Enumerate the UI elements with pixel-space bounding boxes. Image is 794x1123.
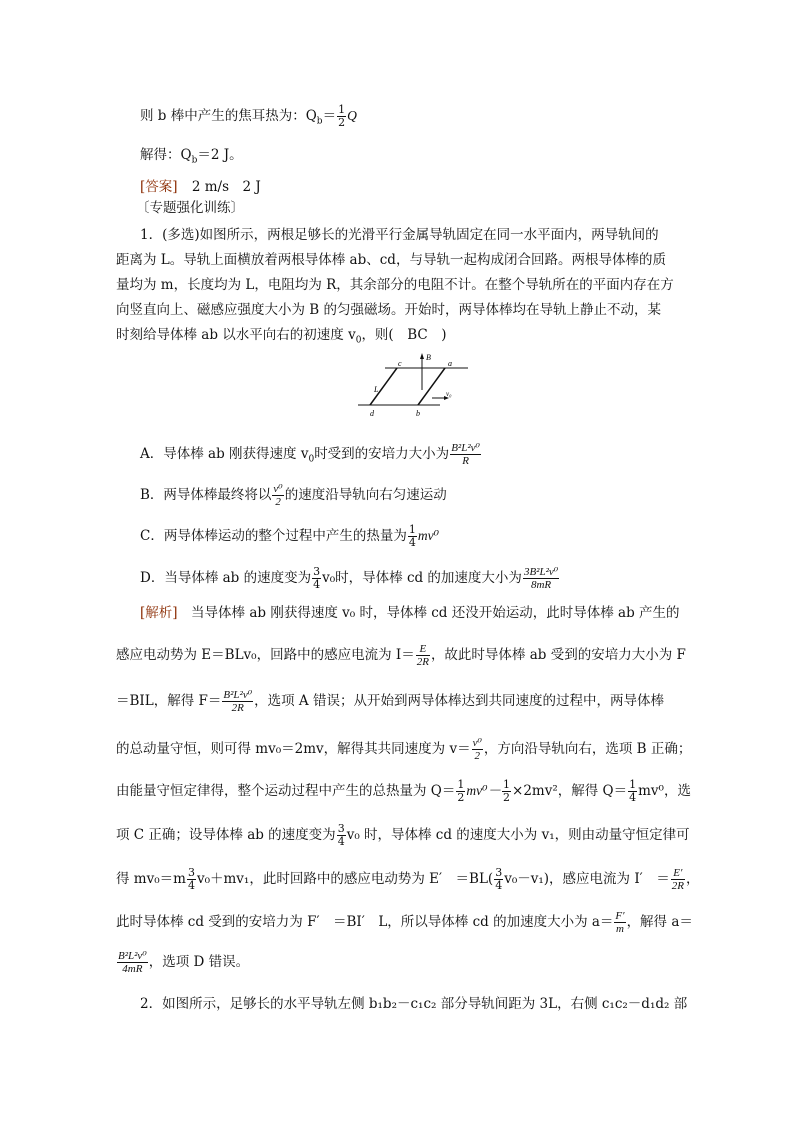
rails-figure [350,350,480,430]
fraction [416,643,430,668]
q1-line-4: 向竖直向上、磁感应强度大小为 B 的匀强磁场。开始时，两导体棒均在导轨上静止不动，某 [116,302,662,318]
option-c [140,524,439,549]
text: 的速度沿导轨向右匀速运动 [284,487,447,503]
q1-line-2: 距离为 L。导轨上面横放着两根导体棒 ab、cd，与导轨一起构成闭合回路。两根导体棒的质 [116,252,666,268]
denominator: 2 [474,750,480,762]
text: 此时导体棒 cd 受到的安培力为 F′ ＝BI′ L，所以导体棒 cd 的加速度大小为 a＝ [116,914,614,930]
fraction [671,867,685,892]
text: ×2mv²，解得 Q＝ [512,783,628,799]
q1-line-5 [116,326,446,350]
q1-line-1: 1．(多选)如图所示，两根足够长的光滑平行金属导轨固定在同一水平面内，两导轨间的 [140,227,659,243]
numerator: 1 [338,103,346,116]
text: ＝ [322,108,337,124]
label-L: L [374,385,379,394]
text: 0 [308,454,315,465]
label-B: B [426,353,431,362]
text: v₀＋mv₁，此时回路中的感应电动势为 E′ ＝BL( [196,871,494,887]
text: ，方向沿导轨向右，选项 B 正确； [483,741,692,757]
numerator: 1 [408,523,416,536]
numerator: B²L²v⁰ [451,442,480,454]
text: ＝BIL，解得 F＝ [116,693,222,709]
denominator: 4mR [122,963,143,975]
option-d [140,566,560,591]
analysis-label: [解析] [140,605,178,621]
text: ，故此时导体棒 ab 受到的安培力大小为 F [430,647,686,663]
text: C．两导体棒运动的整个过程中产生的热量为 [140,528,407,544]
text: 时受到的安培力大小为 [314,446,450,462]
option-b [140,483,447,508]
text: mv⁰ [417,528,439,543]
label-v0: v₀ [446,390,452,398]
solution-line-6 [116,823,690,848]
denominator: 4 [187,879,195,892]
section-title: 〔专题强化训练〕 [136,200,244,216]
denominator: m [616,923,624,935]
fraction [456,779,465,804]
denominator: 2 [275,496,281,508]
denominator: 2 [503,791,511,804]
text: 得 mv₀＝m [116,871,186,887]
field-arrowhead [420,353,424,359]
denominator: 4 [495,879,503,892]
q2-line-1: 2．如图所示，足够长的水平导轨左侧 b₁b₂－c₁c₂ 部分导轨间距为 3L，右侧 c₁c₂－d₁d₂ 部 [140,996,688,1012]
text: 感应电动势为 E＝BLv₀，回路中的感应电流为 I＝ [116,647,415,663]
fraction [222,689,253,714]
numerator: 3B²L²v⁰ [523,566,559,578]
text: 的总动量守恒，则可得 mv₀＝2mv，解得其共同速度为 v＝ [116,741,471,757]
label-d: d [370,409,374,418]
text: mv⁰－ [466,783,502,798]
text: 项 C 正确；设导体棒 ab 的速度变为 [116,827,336,843]
solution-line-2 [116,643,686,668]
text: ＝2 J。 [197,147,243,163]
q1-line-3: 量均为 m，长度均为 L，电阻均为 R，其余部分的电阻不计。在整个导轨所在的平面内存在方 [116,277,674,293]
denominator: 8mR [530,579,552,591]
fraction [312,566,321,591]
numerator: E [416,643,430,656]
text: ，则( BC ) [361,327,447,343]
text: A．导体棒 ab 刚获得速度 v [140,446,309,462]
solution-line-8 [116,910,693,935]
line-joule-heat [140,104,357,131]
denominator: 2 [338,116,346,129]
solution-line-9 [116,950,249,975]
numerator: 1 [457,778,465,791]
numerator: B²L²v⁰ [118,950,147,962]
denominator: 4 [629,791,637,804]
fraction [494,867,503,892]
text: v₀时，导体棒 cd 的加速度大小为 [322,570,522,586]
denominator: 2R [231,702,244,714]
fraction [337,104,346,129]
fraction [450,442,481,467]
text: ，选项 A 错误；从开始到两导体棒达到共同速度的过程中，两导体棒 [254,693,664,709]
numerator: 1 [629,778,637,791]
solution-line-7 [116,867,699,892]
text: ，选项 D 错误。 [148,954,250,970]
text: B．两导体棒最终将以 [140,487,272,503]
text: v₀－v₁)，感应电流为 I′ ＝ [504,871,670,887]
numerator: F′ [615,910,625,922]
answer-text: 2 m/s 2 J [191,179,261,195]
fraction [337,823,346,848]
fraction [117,950,148,975]
text: v₀ 时，导体棒 cd 的速度大小为 v₁，则由动量守恒定律可 [346,827,690,843]
fraction [187,867,196,892]
line-solve [140,146,243,170]
solution-line-4 [116,737,691,762]
label-b: b [416,409,420,418]
numerator: 1 [503,778,511,791]
text: 0 [355,335,362,346]
solution-line-1 [140,604,680,622]
denominator: R [462,455,469,467]
text: 当导体棒 ab 刚获得速度 v₀ 时，导体棒 cd 还没开始运动，此时导体棒 ab 产生的 [177,605,680,621]
text: b [191,155,198,166]
denominator: 4 [313,578,321,591]
fraction [628,779,637,804]
label-a: a [448,359,452,368]
numerator: 3 [495,866,503,879]
fraction [472,737,483,762]
numerator: 3 [337,822,345,835]
label-c: c [398,359,402,368]
option-a [140,442,482,469]
fraction [408,524,417,549]
text: 由能量守恒定律得，整个运动过程中产生的总热量为 Q＝ [116,783,456,799]
answer-label: [答案] [140,179,178,195]
denominator: 4 [337,835,345,848]
text: b [316,116,323,127]
solution-line-5 [116,779,691,804]
numerator: 3 [187,866,195,879]
text: D．当导体棒 ab 的速度变为 [140,570,312,586]
numerator: E′ [671,867,685,880]
fraction [614,910,625,935]
text: 时刻给导体棒 ab 以水平向右的初速度 v [116,327,356,343]
denominator: 2 [457,791,465,804]
numerator: 3 [313,565,321,578]
numerator: v⁰ [273,483,283,495]
fraction [523,566,559,591]
text: ，解得 a＝ [626,914,693,930]
text: 则 b 棒中产生的焦耳热为：Q [140,108,317,124]
line-answer [140,178,261,196]
denominator: 2R [671,880,684,892]
fraction [502,779,511,804]
denominator: 2R [416,656,429,668]
fraction [272,483,283,508]
text: mv⁰，选 [638,783,691,799]
numerator: B²L²v⁰ [223,689,253,701]
denominator: 4 [408,536,416,549]
text: Q [347,108,357,123]
text: ， [685,871,700,887]
solution-line-3 [116,689,664,714]
numerator: v⁰ [472,737,482,749]
text: 解得：Q [140,147,192,163]
